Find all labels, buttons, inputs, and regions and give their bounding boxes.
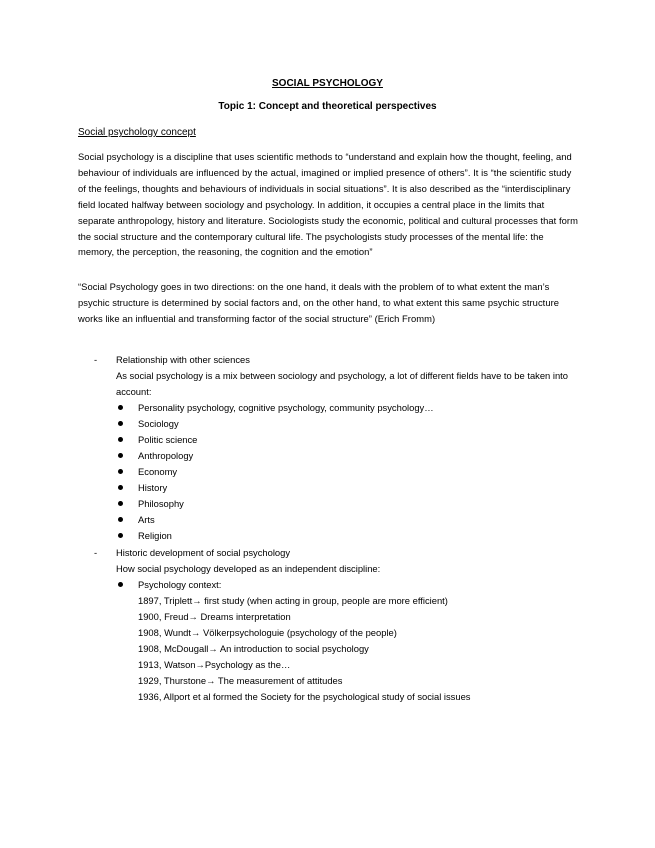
- list-item: History: [116, 480, 576, 496]
- dash-marker: -: [94, 547, 98, 558]
- list-item: Sociology: [116, 416, 576, 432]
- timeline-entry: 1936, Allport et al formed the Society for the psychological study of social issues: [138, 691, 471, 702]
- timeline-entry: 1908, McDougall→ An introduction to social psychology: [138, 643, 369, 654]
- relationship-heading: Relationship with other sciences: [116, 354, 250, 365]
- list-item: Psychology context:: [116, 577, 576, 593]
- list-item: Anthropology: [116, 448, 576, 464]
- list-item: Politic science: [116, 432, 576, 448]
- timeline-entry: 1908, Wundt→ Völkerpsychologuie (psychology of the people): [138, 627, 397, 638]
- bullet-icon: [118, 437, 123, 442]
- document-title: SOCIAL PSYCHOLOGY: [272, 78, 383, 89]
- historic-intro: How social psychology developed as an independent discipline:: [116, 563, 381, 574]
- bullet-icon: [118, 453, 123, 458]
- list-item: Personality psychology, cognitive psychology, community psychology…: [116, 400, 576, 416]
- list-item: Arts: [116, 512, 576, 528]
- relationship-intro: As social psychology is a mix between sociology and psychology, a lot of different fields have to be taken into account:: [116, 370, 568, 397]
- bullet-icon: [118, 517, 123, 522]
- timeline: [116, 593, 576, 705]
- bullet-icon: [118, 469, 123, 474]
- timeline-entry: 1913, Watson→Psychology as the…: [138, 659, 291, 670]
- dash-marker: -: [94, 354, 98, 365]
- historic-heading: Historic development of social psychology: [116, 547, 291, 558]
- bullet-icon: [118, 485, 123, 490]
- bullet-icon: [118, 421, 123, 426]
- bullet-icon: [118, 405, 123, 410]
- timeline-entry: 1900, Freud→ Dreams interpretation: [138, 611, 291, 622]
- timeline-entry: 1897, Triplett→ first study (when acting in group, people are more efficient): [138, 595, 448, 606]
- bullet-icon: [118, 582, 123, 587]
- timeline-entry: 1929, Thurstone→ The measurement of attitudes: [138, 675, 343, 686]
- list-item: Religion: [116, 528, 576, 544]
- bullet-icon: [118, 533, 123, 538]
- paragraph-quote: “Social Psychology goes in two directions: on the one hand, it deals with the problem of to what extent the man’s psychic structure is determined by social factors and, on the other hand, to what extent this same psychic structure works like an influential and transforming factor of the social structure” (Erich Fromm): [78, 281, 560, 324]
- relationship-list: [116, 400, 576, 544]
- list-item: Philosophy: [116, 496, 576, 512]
- paragraph-definition: Social psychology is a discipline that uses scientific methods to “understand and explain how the thought, feeling, and behaviour of individuals are influenced by the actual, imagined or implied presence of others”. It is “the scientific study of the feelings, thoughts and behaviours of individuals in social situations”. It is also described as the “interdisciplinary field located halfway between sociology and psychology. In addition, it occupies a central place in the limits that separate anthropology, history and literature. Sociologists study the economic, political and cultural processes that form the social structure and the contemporary cultural life. The psychologists study processes of the mental life: the memory, the perception, the reasoning, the cognition and the emotion”: [78, 151, 578, 258]
- historic-list: [116, 577, 576, 593]
- bullet-icon: [118, 501, 123, 506]
- section-heading: Social psychology concept: [78, 127, 196, 138]
- document-subtitle: Topic 1: Concept and theoretical perspectives: [218, 101, 437, 112]
- list-item: Economy: [116, 464, 576, 480]
